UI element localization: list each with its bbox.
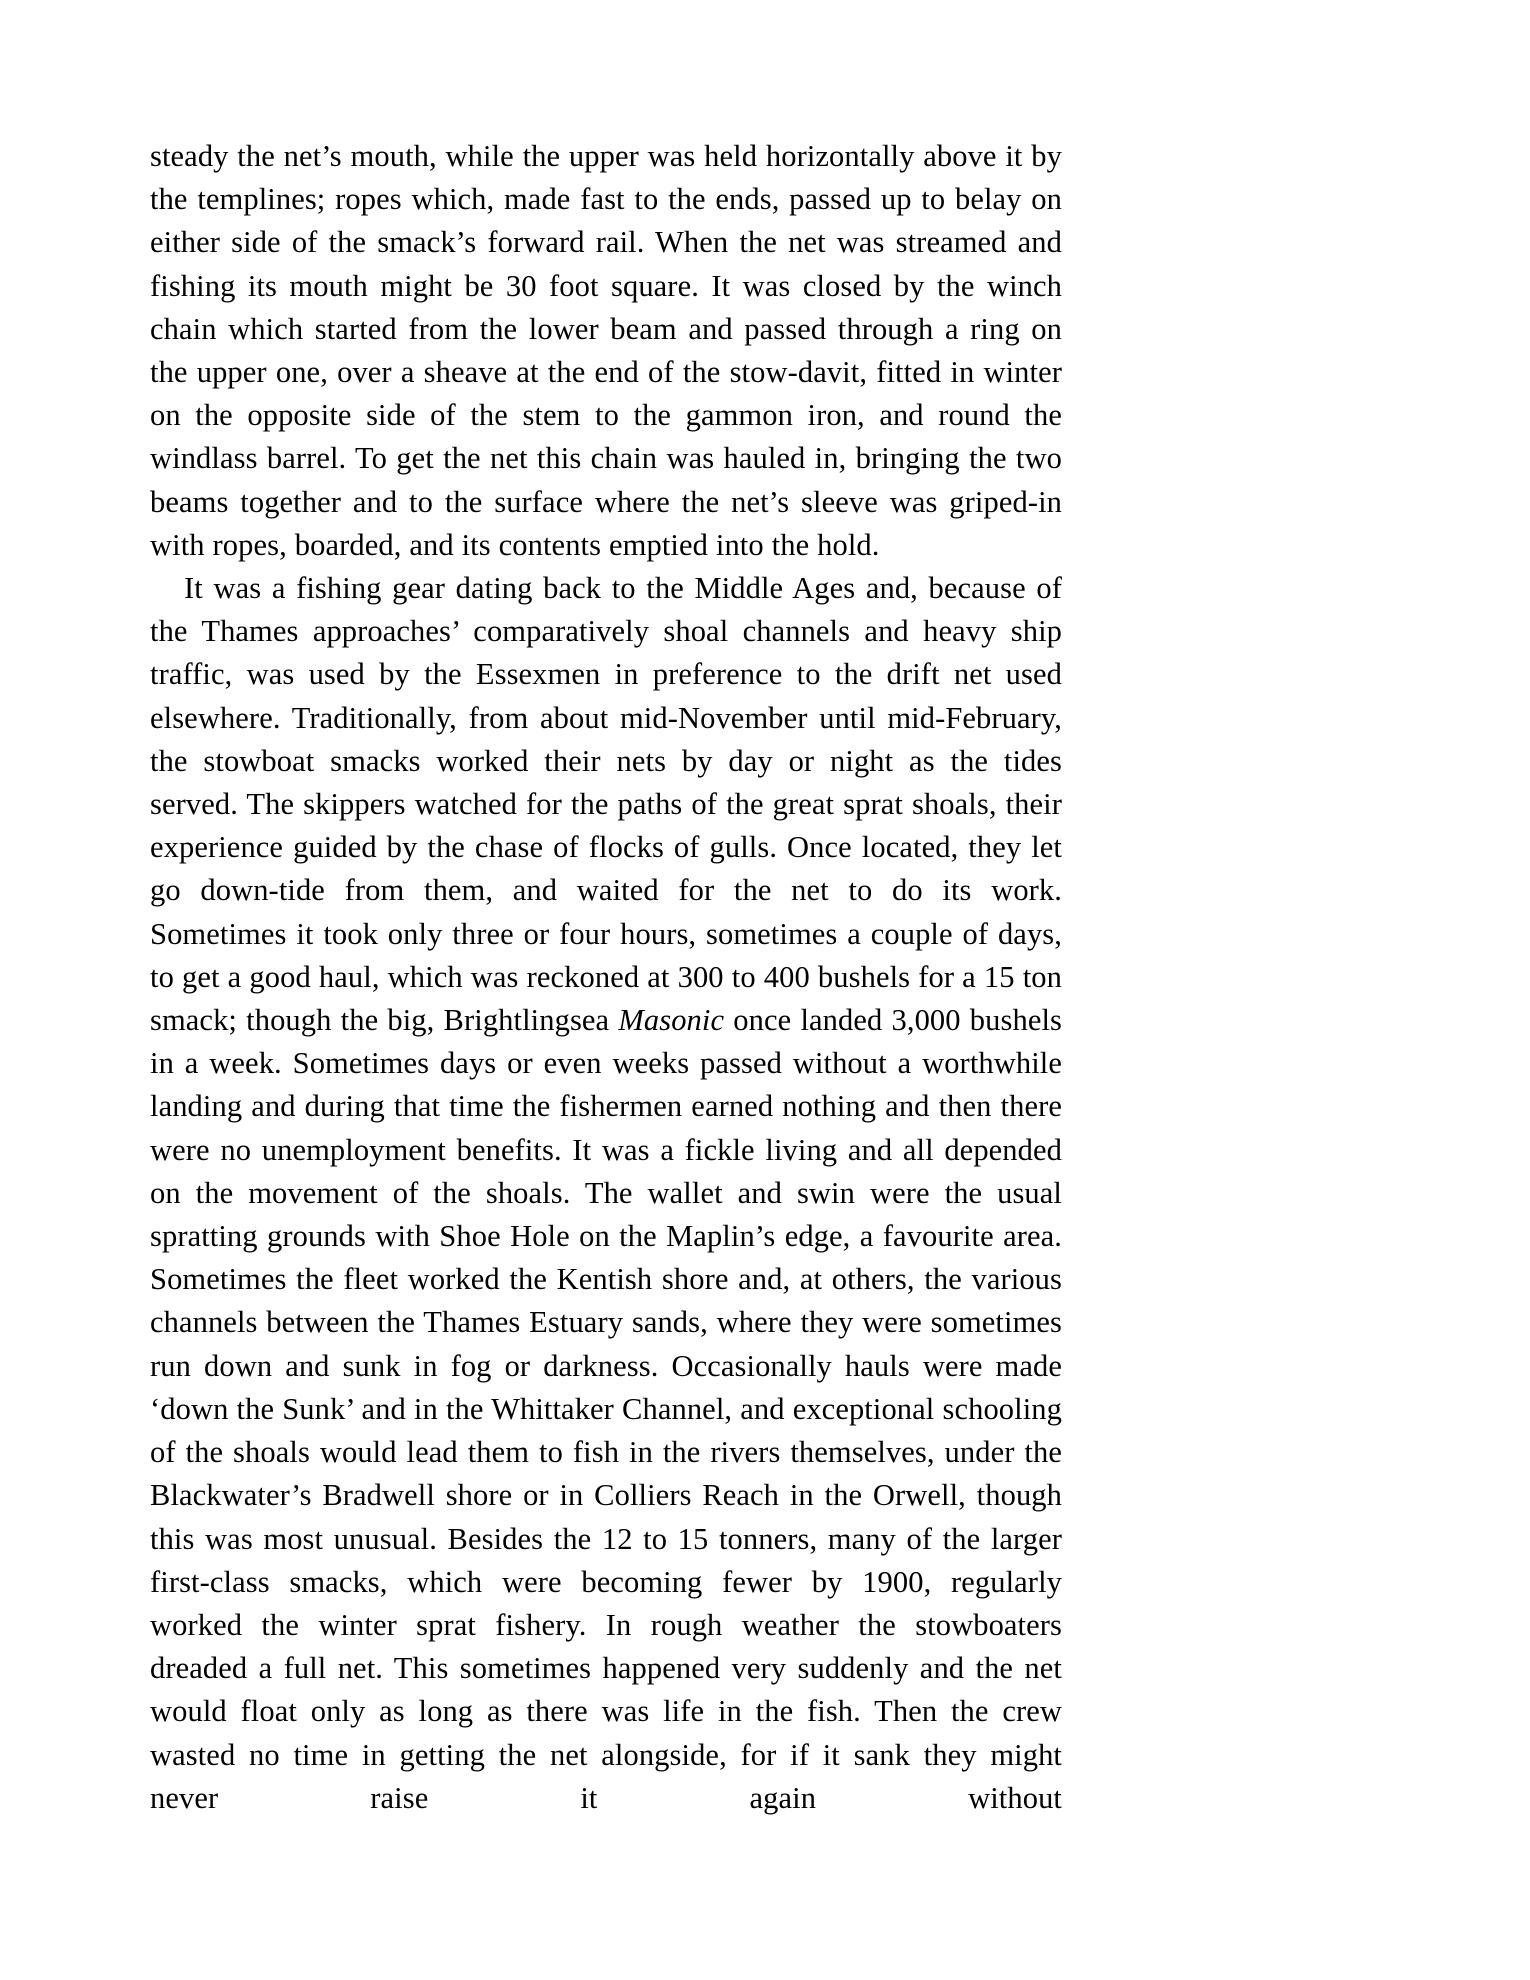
paragraph-2-run-1: It was a fishing gear dating back to the Middle Ages and, because of the Thames approaches’ comparatively shoal channels and heavy ship traffic, was used by the Essexmen in preference to the drift net used elsewhere. Traditionally, from about mid-November until mid-February, the stowboat smacks worked their nets by day or night as the tides served. The skippers watched for the paths of the great sprat shoals, their experience guided by the chase of flocks of gulls. Once located, they let go down-tide from them, and waited for the net to do its work. Sometimes it took only three or four hours, sometimes a couple of days, to get a good haul, which was reckoned at 300 to 400 bushels for a 15 ton smack; though the big, Brightlingsea [150, 571, 1062, 1038]
body-paragraph-1: steady the net’s mouth, while the upper was held horizontally above it by the templines; ropes which, made fast to the ends, passed up to belay on either side of the smack’s forward rail. When the net was streamed and fishing its mouth might be 30 foot square. It was closed by the winch chain which started from the lower beam and passed through a ring on the upper one, over a sheave at the end of the stow-davit, fitted in winter on the opposite side of the stem to the gammon iron, and round the windlass barrel. To get the net this chain was hauled in, bringing the two beams together and to the surface where the net’s sleeve was griped-in with ropes, boarded, and its contents emptied into the hold. [150, 139, 1062, 562]
ship-name-masonic-italic: Masonic [618, 1003, 725, 1038]
body-paragraph-2 [150, 567, 1062, 1863]
text-column [150, 135, 1062, 1863]
paragraph-2-run-3: once landed 3,000 bushels in a week. Sometimes days or even weeks passed without a worthwhile landing and during that time the fishermen earned nothing and then there were no unemployment benefits. It was a fickle living and all depended on the movement of the shoals. The wallet and swin were the usual spratting grounds with Shoe Hole on the Maplin’s edge, a favourite area. Sometimes the fleet worked the Kentish shore and, at others, the various channels between the Thames Estuary sands, where they were sometimes run down and sunk in fog or darkness. Occasionally hauls were made ‘down the Sunk’ and in the Whittaker Channel, and exceptional schooling of the shoals would lead them to fish in the rivers themselves, under the Blackwater’s Bradwell shore or in Colliers Reach in the Orwell, though this was most unusual. Besides the 12 to 15 tonners, many of the larger first-class smacks, which were becoming fewer by 1900, regularly worked the winter sprat fishery. In rough weather the stowboaters dreaded a full net. This sometimes happened very suddenly and the net would float only as long as there was life in the fish. Then the crew wasted no time in getting the net alongside, for if it sank they might never raise it again without [150, 1003, 1063, 1815]
